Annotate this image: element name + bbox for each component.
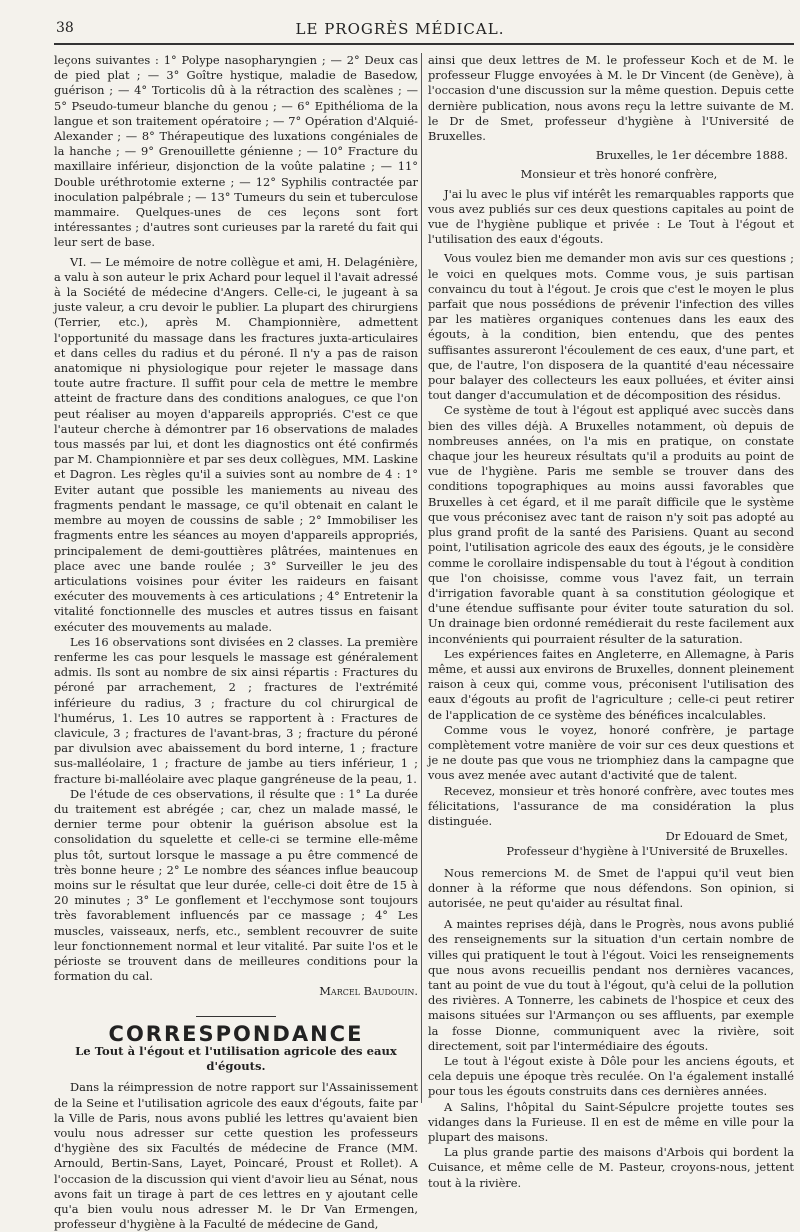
paragraph-lecons: leçons suivantes : 1° Polype nasopharyngien ; — 2° Deux cas de pied plat ; — 3° Goître hystique, maladie de Basedow, guérison ; — 4° Torticolis dû à la rétraction des scalènes ; — 5° Pseudo-tumeur blanche du genou ; — 6° Epithélioma de la langue et son traitement opératoire ; — 7° Opération d'Alquié-Alexander ; — 8° Thérapeutique des luxations congéniales de la hanche ; — 9° Grenouillette génienne ; — 10° Fracture du maxillaire inférieur, disjonction de la voûte palatine ; — 11° Double uréthrotomie externe ; — 12° Syphilis contractée par inoculation palpébrale ; — 13° Tumeurs du sein et tuberculose mammaire. Quelques-unes de ces leçons sont fort intéressantes ; d'autres sont curieuses par la rareté du fait qui leur sert de base. [54,53,418,250]
section-title: CORRESPONDANCE [108,1021,364,1046]
page-number: 38 [56,20,74,36]
column-divider [421,53,422,1103]
paragraph-dole: Le tout à l'égout existe à Dôle pour les anciens égouts, et cela depuis une époque très reculée. On l'a également installé pour tous les égouts construits dans ces dernières années. [428,1054,794,1099]
letter-salutation: Monsieur et très honoré confrère, [520,167,718,182]
paragraph-conclusions: De l'étude de ces observations, il résulte que : 1° La durée du traitement est abrégée ; car, chez un malade massé, le dernier terme pour obtenir la guérison absolue est la consolidation du squelette et celle-ci se termine elle-même plus tôt, surtout lorsque le massage a pu être commencé de très bonne heure ; 2° Le nombre des séances influe beaucoup moins sur le résultat que leur durée, celle-ci doit être de 15 à 20 minutes ; 3° Le gonflement et l'ecchymose sont toujours très favorablement influencés par ce massage ; 4° Les muscles, vaisseaux, nerfs, etc., semblent recouvrer de suite leur fonctionnement normal et leur vitalité. Par suite l'os et le périoste se trouvent dans de meilleures conditions pour la formation du cal. [54,786,418,984]
header-rule [54,43,794,45]
signature-de-smet: Dr Edouard de Smet, [665,829,788,844]
letter-paragraph-6: Recevez, monsieur et très honoré confrère, avec toutes mes félicitations, l'assurance de ma considération la plus distinguée. [428,783,794,828]
letter-paragraph-4: Les expériences faites en Angleterre, en Allemagne, à Paris même, et aussi aux environs de Bruxelles, donnent pleinement raison à ceux qui, comme vous, préconisent l'utilisation des eaux d'égouts au profit de l'agriculture ; celle-ci peut retirer de l'application de ce système des bénéfices incalculables. [428,646,794,722]
journal-title: LE PROGRÈS MÉDICAL. [295,20,505,38]
signature-de-smet-title: Professeur d'hygiène à l'Université de Bruxelles. [506,844,788,859]
paragraph-remerciements: Nous remercions M. de Smet de l'appui qu'il veut bien donner à la réforme que nous défendons. Son opinion, si autorisée, ne peut qu'aider au résultat final. [428,865,794,910]
left-column [54,53,418,1232]
paragraph-delageniere: VI. — Le mémoire de notre collègue et ami, H. Delagénière, a valu à son auteur le prix Achard pour lequel il l'avait adressé à la Société de médecine d'Angers. Celle-ci, le jugeant à sa juste valeur, a cru devoir le publier. La plupart des chirurgiens (Terrier, etc.), après M. Championnière, admettent l'opportunité du massage dans les fractures juxta-articulaires et dans celles du radius et du péroné. Il n'y a pas de raison anatomique ni physiologique pour rejeter le massage dans toute autre fracture. Il suffit pour cela de mettre le membre atteint de fracture dans des conditions analogues, ce que l'on peut réaliser au moyen d'appareils appropriés. C'est ce que l'auteur cherche à démontrer par 16 observations de malades tous massés par lui, et dont les diagnostics ont été confirmés par M. Championnière et par ses deux collègues, MM. Laskine et Dagron. Les règles qu'il a suivies sont au nombre de 4 : 1° Eviter autant que possible les maniements au niveau des fragments pendant le massage, ce qu'il obtenait en calant le membre au moyen de coussins de sable ; 2° Immobiliser les fragments entre les séances au moyen d'appareils appropriés, principalement de demi-gouttières plâtrées, maintenues en place avec une bande roulée ; 3° Surveiller le jeu des articulations voisines pour éviter les raideurs en faisant exécuter des mouvements à ces articulations ; 4° Entretenir la vitalité fonctionnelle des muscles et autres tissus en faisant exécuter des mouvements au malade. [54,254,418,634]
article-title: Le Tout à l'égout et l'utilisation agricole des eaux d'égouts. [75,1044,397,1074]
letter-paragraph-5: Comme vous le voyez, honoré confrère, je partage complètement votre manière de voir sur ces deux questions et je ne doute pas que vous ne triomphiez dans la campagne que vous avez menée avec autant d'activité que de talent. [428,722,794,783]
letter-dateline: Bruxelles, le 1er décembre 1888. [595,148,788,163]
paragraph-observations: Les 16 observations sont divisées en 2 classes. La première renferme les cas pour lesquels le massage est généralement admis. Ils sont au nombre de six ainsi répartis : Fractures du péroné par arrachement, 2 ; fractures de l'extrémité inférieure du radius, 3 ; fracture du col chirurgical de l'humérus, 1. Les 10 autres se rapportent à : Fractures de clavicule, 3 ; fractures de l'avant-bras, 3 ; fracture du péroné par divulsion avec abaissement du bord interne, 1 ; fracture sus-malléolaire, 1 ; fracture de jambe au tiers inférieur, 1 ; fracture bi-malléolaire avec plaque gangréneuse de la peau, 1. [54,634,418,786]
paragraph-koch: ainsi que deux lettres de M. le professeur Koch et de M. le professeur Flugge envoyées à M. le Dr Vincent (de Genève), à l'occasion d'une discussion sur la même question. Depuis cette dernière publication, nous avons reçu la lettre suivante de M. le Dr de Smet, professeur d'hygiène à l'Université de Bruxelles. [428,53,794,144]
paragraph-salins: A Salins, l'hôpital du Saint-Sépulcre projette toutes ses vidanges dans la Furieuse. Il en est de même en ville pour la plupart des maisons. [428,1099,794,1145]
paragraph-arbois: La plus grande partie des maisons d'Arbois qui bordent la Cuisance, et même celle de M. Pasteur, croyons-nous, jettent tout à la rivière. [428,1145,794,1190]
ornament-rule [54,1006,418,1021]
letter-paragraph-1: J'ai lu avec le plus vif intérêt les remarquables rapports que vous avez publiés sur ces deux questions capitales au point de vue de l'hygiène publique et privée : Le Tout à l'égout et l'utilisation des eaux d'égouts. [428,186,794,247]
paragraph-reimpression: Dans la réimpression de notre rapport sur l'Assainissement de la Seine et l'utilisation agricole des eaux d'égouts, faite par la Ville de Paris, nous avons publié les lettres qu'avaient bien voulu nous adresser sur cette question les professeurs d'hygiène des six Facultés de médecine de France (MM. Arnould, Bertin-Sans, Layet, Poincaré, Proust et Rollet). A l'occasion de la discussion qui vient d'avoir lieu au Sénat, nous avons fait un tirage à part de ces lettres en y ajoutant celle qu'a bien voulu nous adresser M. le Dr Van Ermengen, professeur d'hygiène à la Faculté de médecine de Gand, [54,1080,418,1232]
letter-paragraph-2: Vous voulez bien me demander mon avis sur ces questions ; le voici en quelques mots. Comme vous, je suis partisan convaincu du tout à l'égout. Je crois que c'est le moyen le plus parfait que nous possédions de prévenir l'infection des villes par les matières organiques contenues dans les eaux des égouts, à la condition, bien entendu, que des pentes suffisantes assureront l'écoulement de ces eaux, d'une part, et que, de l'autre, l'on disposera de la quantité d'eau nécessaire pour balayer des collecteurs les eaux polluées, et éviter ainsi tout danger d'accumulation et de décomposition des résidus. [428,251,794,403]
paragraph-renseignements: A maintes reprises déjà, dans le Progrès, nous avons publié des renseignements sur la situation d'un certain nombre de villes qui pratiquent le tout à l'égout. Voici les renseignements que nous avons recueillis pendant nos dernières vacances, tant au point de vue du tout à l'égout, qu'à celui de la pollution des rivières. A Tonnerre, les cabinets de l'hospice et ceux des maisons situées sur l'Armançon ou ses affluents, par exemple la fosse Dionne, communiquent avec la rivière, soit directement, soit par l'intermédiaire des égouts. [428,917,794,1053]
right-column [428,53,794,1191]
letter-paragraph-3: Ce système de tout à l'égout est appliqué avec succès dans bien des villes déjà. A Bruxelles notamment, où depuis de nombreuses années, on l'a mis en pratique, on constate chaque jour les heureux résultats qu'il a produits au point de vue de l'hygiène. Paris me semble se trouver dans des conditions topographiques au moins aussi favorables que Bruxelles à cet égard, et il me paraît difficile que le système que vous préconisez avec tant de raison n'y soit pas adopté au plus grand profit de la santé des Parisiens. Quant au second point, l'utilisation agricole des eaux des égouts, je le considère comme le corollaire indispensable du tout à l'égout à condition que l'on choisisse, comme vous l'avez fait, un terrain d'irrigation favorable quant à sa constitution géologique et d'une étendue suffisante pour éviter toute saturation du sol. Un drainage bien ordonné remédierait du reste facilement aux inconvénients qui pourraient résulter de la saturation. [428,403,794,646]
signature-baudouin: Marcel Baudouin. [319,984,418,999]
